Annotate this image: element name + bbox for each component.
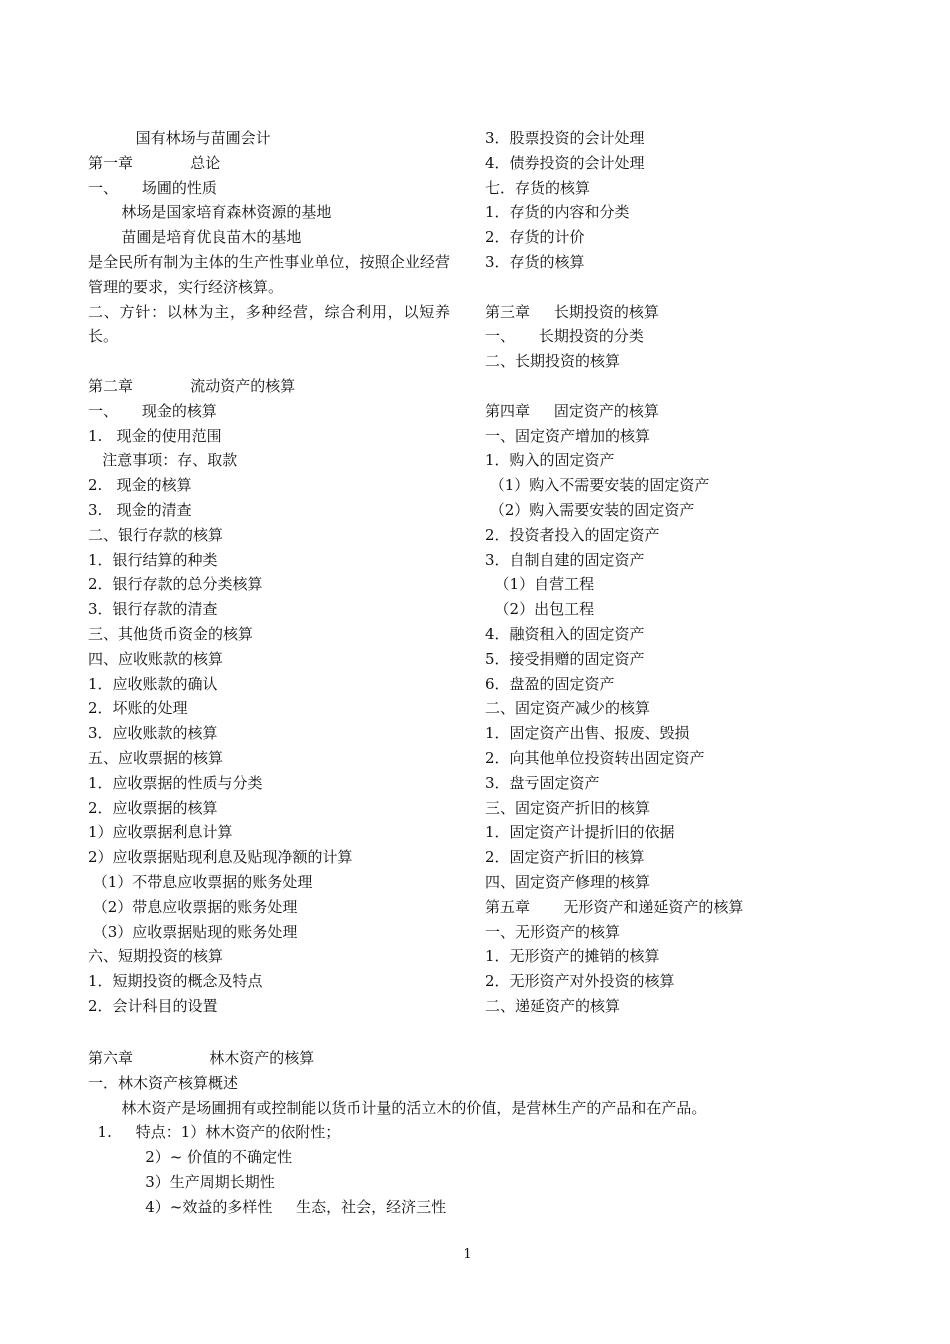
right-column-line: （1）自营工程 [485,575,595,594]
left-column-line: 3. 现金的清查 [88,500,192,519]
bottom-section-line: 4）~效益的多样性 生态，社会，经济三性 [88,1197,447,1216]
right-column-line: 二、固定资产减少的核算 [485,699,651,718]
bottom-section-line: 林木资产是场圃拥有或控制能以货币计量的活立木的价值，是营林生产的产品和在产品。 [88,1098,707,1117]
right-column-line: 5．接受捐赠的固定资产 [485,649,645,668]
bottom-section-line: 1. 特点：1）林木资产的依附性； [88,1123,341,1142]
left-column-line: 国有林场与苗圃会计 [88,129,271,147]
right-column-spacer [485,275,865,300]
left-column-line: 2．应收票据的核算 [88,798,218,817]
right-column-line: 3．存货的核算 [485,252,585,271]
right-column-line: 1．无形资产的摊销的核算 [485,947,660,966]
right-column-line: 第三章 长期投资的核算 [485,302,659,321]
right-column-line: 4．债券投资的会计处理 [485,153,645,172]
bottom-section-line: 第六章 林木资产的核算 [88,1049,315,1067]
left-column-line: （2）带息应收票据的账务处理 [88,897,298,916]
left-column-line: 3．银行存款的清查 [88,600,218,619]
right-column-line: 2．投资者投入的固定资产 [485,525,660,544]
left-column [88,126,468,1019]
right-column-line: 4．融资租入的固定资产 [485,624,645,643]
right-column-line: 3．盘亏固定资产 [485,773,600,792]
left-column-line: 四、应收账款的核算 [88,649,224,668]
right-column-line: 一、 长期投资的分类 [485,327,644,346]
page-number: 1 [463,1247,472,1262]
right-column-line: 七．存货的核算 [485,178,591,197]
right-column-line: 2．无形资产对外投资的核算 [485,972,675,991]
left-column-line: 一、 场圃的性质 [88,178,217,197]
right-column-spacer [485,374,865,399]
bottom-section-line: 2）~ 价值的不确定性 [88,1148,293,1167]
left-column-line: 1）应收票据利息计算 [88,823,233,842]
right-column-line: 四、固定资产修理的核算 [485,872,651,891]
right-column-line: 3．股票投资的会计处理 [485,129,645,147]
right-column-line: 6．盘盈的固定资产 [485,674,615,693]
right-column-line: 2．向其他单位投资转出固定资产 [485,748,705,767]
right-column-line: 1．购入的固定资产 [485,451,615,470]
right-column-line: （2）出包工程 [485,600,595,619]
left-column-line: （1）不带息应收票据的账务处理 [88,872,313,891]
bottom-section [88,1046,848,1220]
left-column-line: 2. 现金的核算 [88,476,192,495]
left-column-line: 五、应收票据的核算 [88,748,224,767]
right-column-line: 二、递延资产的核算 [485,996,621,1015]
left-column-line: 1．应收票据的性质与分类 [88,773,263,792]
right-column-line: 1．固定资产出售、报废、毁损 [485,724,690,743]
bottom-section-line: 3）生产周期长期性 [88,1172,275,1191]
left-column-line: 1．应收账款的确认 [88,674,218,693]
left-column-line: 二、方针：以林为主，多种经营，综合利用，以短养长。 [88,302,450,346]
left-column-line: 苗圃是培育优良苗木的基地 [88,228,302,247]
left-column-line: 第二章 流动资产的核算 [88,376,296,395]
left-column-line: 1. 现金的使用范围 [88,426,222,445]
right-column-line: 二、长期投资的核算 [485,352,621,371]
right-column-line: 一、无形资产的核算 [485,922,621,941]
left-column-line: 1．银行结算的种类 [88,550,218,569]
left-column-line: 2．坏账的处理 [88,699,188,718]
right-column-line: 第四章 固定资产的核算 [485,401,659,420]
right-column [485,126,865,1019]
left-column-line: 1．短期投资的概念及特点 [88,972,263,991]
left-column-line: 林场是国家培育森林资源的基地 [88,203,332,222]
left-column-line: 2．银行存款的总分类核算 [88,575,263,594]
right-column-line: 3．自制自建的固定资产 [485,550,645,569]
left-column-line: 一、 现金的核算 [88,401,217,420]
left-column-line: 六、短期投资的核算 [88,947,224,966]
left-column-line: 3．应收账款的核算 [88,724,218,743]
right-column-line: 1．存货的内容和分类 [485,203,630,222]
left-column-line: （3）应收票据贴现的账务处理 [88,922,298,941]
right-column-line: 2．固定资产折旧的核算 [485,848,645,867]
right-column-line: （1）购入不需要安装的固定资产 [485,476,710,495]
left-column-line: 注意事项：存、取款 [88,451,238,470]
right-column-line: 一、固定资产增加的核算 [485,426,651,445]
left-column-line: 二、银行存款的核算 [88,525,224,544]
right-column-line: 三、固定资产折旧的核算 [485,798,651,817]
bottom-section-line: 一．林木资产核算概述 [88,1073,239,1092]
right-column-line: （2）购入需要安装的固定资产 [485,500,695,519]
left-column-line: 三、其他货币资金的核算 [88,624,254,643]
left-column-line: 2．会计科目的设置 [88,996,218,1015]
left-column-line: 2）应收票据贴现利息及贴现净额的计算 [88,848,353,867]
right-column-line: 第五章 无形资产和递延资产的核算 [485,897,744,916]
left-column-spacer [88,349,468,374]
left-column-line: 第一章 总论 [88,153,221,172]
right-column-line: 2．存货的计价 [485,228,585,247]
right-column-line: 1．固定资产计提折旧的依据 [485,823,675,842]
left-column-line: 是全民所有制为主体的生产性事业单位，按照企业经营管理的要求，实行经济核算。 [88,252,450,296]
